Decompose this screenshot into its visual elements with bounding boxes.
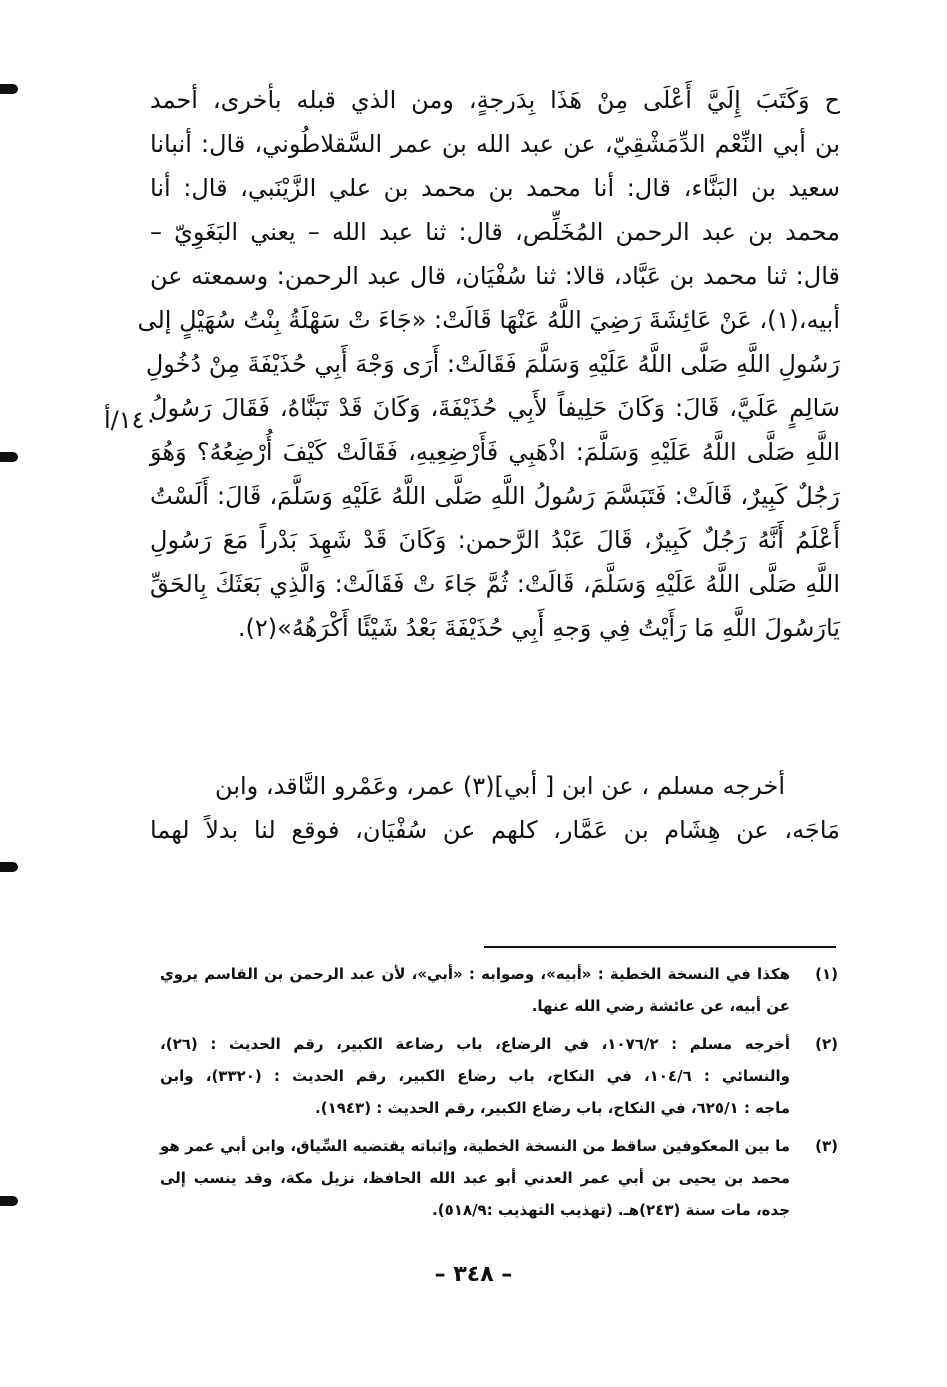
text-line: ح وَكَتَبَ إِلَيَّ أَعْلَى مِنْ هَذَا بِدَرجةٍ، ومن الذي قبله بأخرى، أحمد: [150, 86, 840, 114]
footnote-line: ما بين المعكوفين ساقط من النسخة الخطية، وإثباته يقتضيه السِّياق، وابن أبي عمر هو: [160, 1137, 790, 1155]
text-line: قال: ثنا محمد بن عَبَّاد، قالا: ثنا سُفْيَان، قال عبد الرحمن: وسمعته عن: [150, 262, 840, 290]
footnote-line: عن أبيه، عن عائشة رضي الله عنها.: [531, 997, 790, 1015]
text-line: يَارَسُولَ اللَّهِ مَا رَأَيْتُ فِي وَجهِ أَبِي حُذَيْفَةَ بَعْدُ شَيْئًا أَكْرَهُهُ»(٢).: [237, 614, 840, 642]
text-line: رَجُلٌ كَبِيرٌ، قَالَتْ: فَتَبَسَّمَ رَسُولُ اللَّهِ صَلَّى اللَّهُ عَلَيْهِ وَسَلَّمَ، قَالَ: أَلَسْتُ: [150, 482, 840, 510]
scan-edge-mark: [0, 84, 18, 94]
page-number: – ٣٤٨ –: [434, 1262, 513, 1287]
footnote: [160, 1028, 838, 1124]
text-line: بن أبي النِّعْم الدِّمَشْقِيّ، عن عبد الله بن عمر السَّقلاطُوني، قال: أنبانا: [150, 130, 840, 158]
footnote-line: والنسائي : ١٠٤/٦، في النكاح، باب رضاع الكبير، رقم الحديث : (٣٣٢٠)، وابن: [160, 1067, 790, 1085]
text-line: أبيه،(١)، عَنْ عَائِشَةَ رَضِيَ اللَّهُ عَنْهَا قَالَتْ: «جَاءَ تْ سَهْلَةُ بِنْتُ سُهَيْلٍ إلى: [137, 306, 840, 334]
text-line: سعيد بن البَنَّاء، قال: أنا محمد بن محمد بن علي الزَّيْنَبي، قال: أنا: [150, 174, 840, 202]
text-line: اللَّهِ صَلَّى اللَّهُ عَلَيْهِ وَسَلَّمَ، قَالَتْ: ثُمَّ جَاءَ تْ فَقَالَتْ: وَالَّذِي بَعَثَكَ بِالحَقِّ: [150, 570, 840, 598]
footnote-line: محمد بن يحيى بن أبي عمر العدني أبو عبد الله الحافظ، نزيل مكة، وقد ينسب إلى: [160, 1169, 790, 1187]
scan-edge-mark: [0, 1196, 18, 1206]
footnote-line: هكذا في النسخة الخطية : «أبيه»، وصوابه : «أبي»، لأن عبد الرحمن بن القاسم يروي: [160, 965, 790, 983]
footnote-number: (١): [815, 965, 838, 983]
takhrij-paragraph: [150, 764, 840, 852]
text-line: محمد بن عبد الرحمن المُخَلِّص، قال: ثنا عبد الله – يعني البَغَوِيّ –: [150, 218, 840, 246]
manuscript-folio-note: ١٤٠/أ: [104, 406, 158, 434]
text-line: اللَّهِ صَلَّى اللَّهُ عَلَيْهِ وَسَلَّمَ: اذْهَبِي فَأَرْضِعِيهِ، فَقَالَتْ كَيْفَ أُرْضِعُهُ؟ وَهُوَ: [150, 438, 840, 466]
footnote-line: ماجه : ٦٢٥/١، في النكاح، باب رضاع الكبير، رقم الحديث : (١٩٤٣).: [315, 1099, 790, 1117]
scan-edge-mark: [0, 862, 18, 872]
footnote-number: (٢): [815, 1035, 838, 1053]
footnote-line: أخرجه مسلم : ١٠٧٦/٢، في الرضاع، باب رضاعة الكبير، رقم الحديث : (٢٦)،: [160, 1035, 790, 1053]
footnote: [160, 958, 838, 1022]
footnote-separator: [484, 946, 836, 948]
text-line: سَالِمٍ عَلَيَّ، قَالَ: وَكَانَ حَلِيفاً لأَبِي حُذَيْفَةَ، وَكَانَ قَدْ تَبَنَّاهُ، فَقَالَ رَسُولُ: [150, 394, 840, 422]
main-text: [137, 78, 840, 650]
footnote-number: (٣): [815, 1137, 838, 1155]
footnotes: [160, 958, 838, 1226]
text-line: رَسُولِ اللَّهِ صَلَّى اللَّهُ عَلَيْهِ وَسَلَّمَ فَقَالَتْ: أَرَى وَجْهَ أَبِي حُذَيْفَةَ مِنْ دُخُولِ: [145, 350, 840, 378]
text-line: مَاجَه، عن هِشَام بن عَمَّار، كلهم عن سُفْيَان، فوقع لنا بدلاً لهما: [150, 816, 840, 844]
footnote: [160, 1130, 838, 1226]
footnote-line: جده، مات سنة (٢٤٣)هـ. (تهذيب التهذيب :٥١٨/٩).: [432, 1201, 790, 1219]
text-line: أَعْلَمُ أَنَّهُ رَجُلٌ كَبِيرٌ، قَالَ عَبْدُ الرَّحمن: وَكَانَ قَدْ شَهِدَ بَدْراً مَعَ رَسُولِ: [150, 526, 840, 554]
text-line: أخرجه مسلم ، عن ابن [ أبي](٣) عمر، وعَمْرو النَّاقد، وابن: [215, 772, 785, 800]
scan-edge-mark: [0, 452, 18, 462]
